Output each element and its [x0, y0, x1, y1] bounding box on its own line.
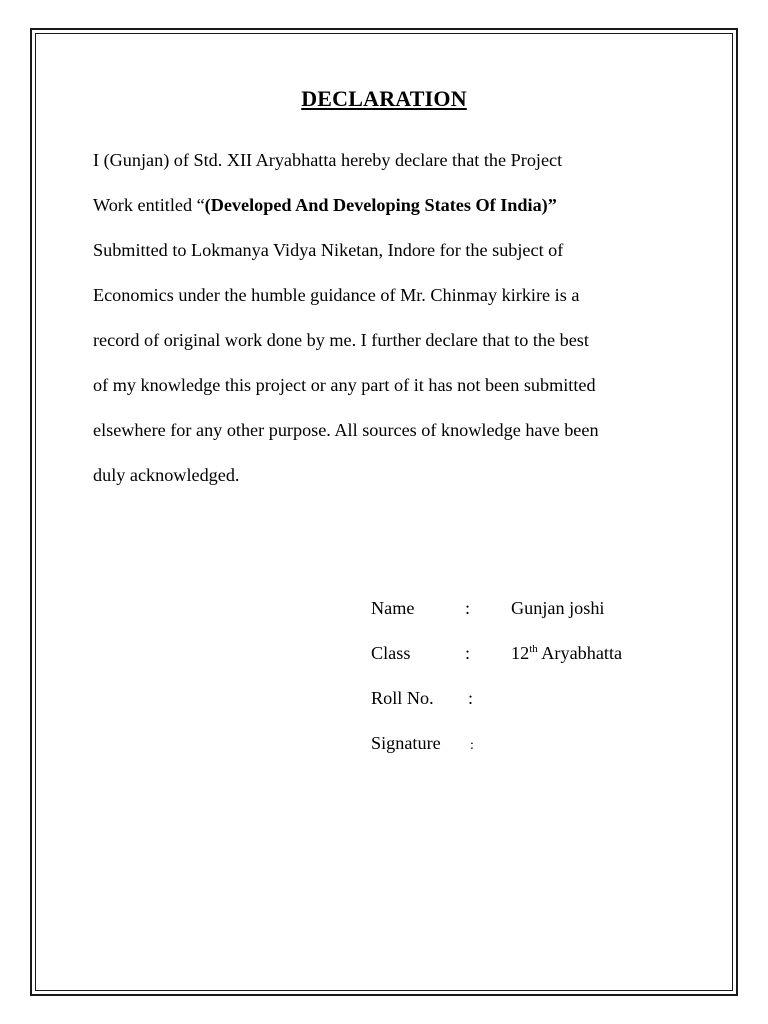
- paragraph-line-4: Economics under the humble guidance of Mr. Chinmay kirkire is a: [93, 285, 580, 305]
- paragraph-line-8: duly acknowledged.: [93, 465, 240, 485]
- class-label: Class: [371, 643, 411, 663]
- paragraph-line-1: I (Gunjan) of Std. XII Aryabhatta hereby declare that the Project: [93, 150, 563, 170]
- class-ordinal-suffix: th: [529, 643, 538, 655]
- signature-label: Signature: [371, 733, 441, 753]
- project-title: (Developed And Developing States Of India)”: [204, 195, 557, 215]
- paragraph-line-3: Submitted to Lokmanya Vidya Niketan, Indore for the subject of: [93, 240, 564, 260]
- class-colon: :: [465, 643, 471, 663]
- class-section: Aryabhatta: [537, 643, 623, 663]
- paragraph-line-2: [93, 196, 557, 214]
- roll-number-label: Roll No.: [371, 688, 434, 708]
- paragraph-line-6: of my knowledge this project or any part of it has not been submitted: [93, 375, 596, 395]
- paragraph-line-7: elsewhere for any other purpose. All sources of knowledge have been: [93, 420, 599, 440]
- page-border-inner: [35, 33, 733, 991]
- name-label: Name: [371, 598, 415, 618]
- class-number: 12: [511, 643, 530, 663]
- class-value: [511, 644, 622, 662]
- name-value: Gunjan joshi: [511, 598, 605, 618]
- signature-colon: :: [470, 738, 474, 753]
- name-colon: :: [465, 598, 471, 618]
- roll-number-colon: :: [468, 688, 474, 708]
- document-title: DECLARATION: [301, 86, 467, 111]
- paragraph-line-2-text: Work entitled “: [93, 195, 205, 215]
- paragraph-line-5: record of original work done by me. I further declare that to the best: [93, 330, 589, 350]
